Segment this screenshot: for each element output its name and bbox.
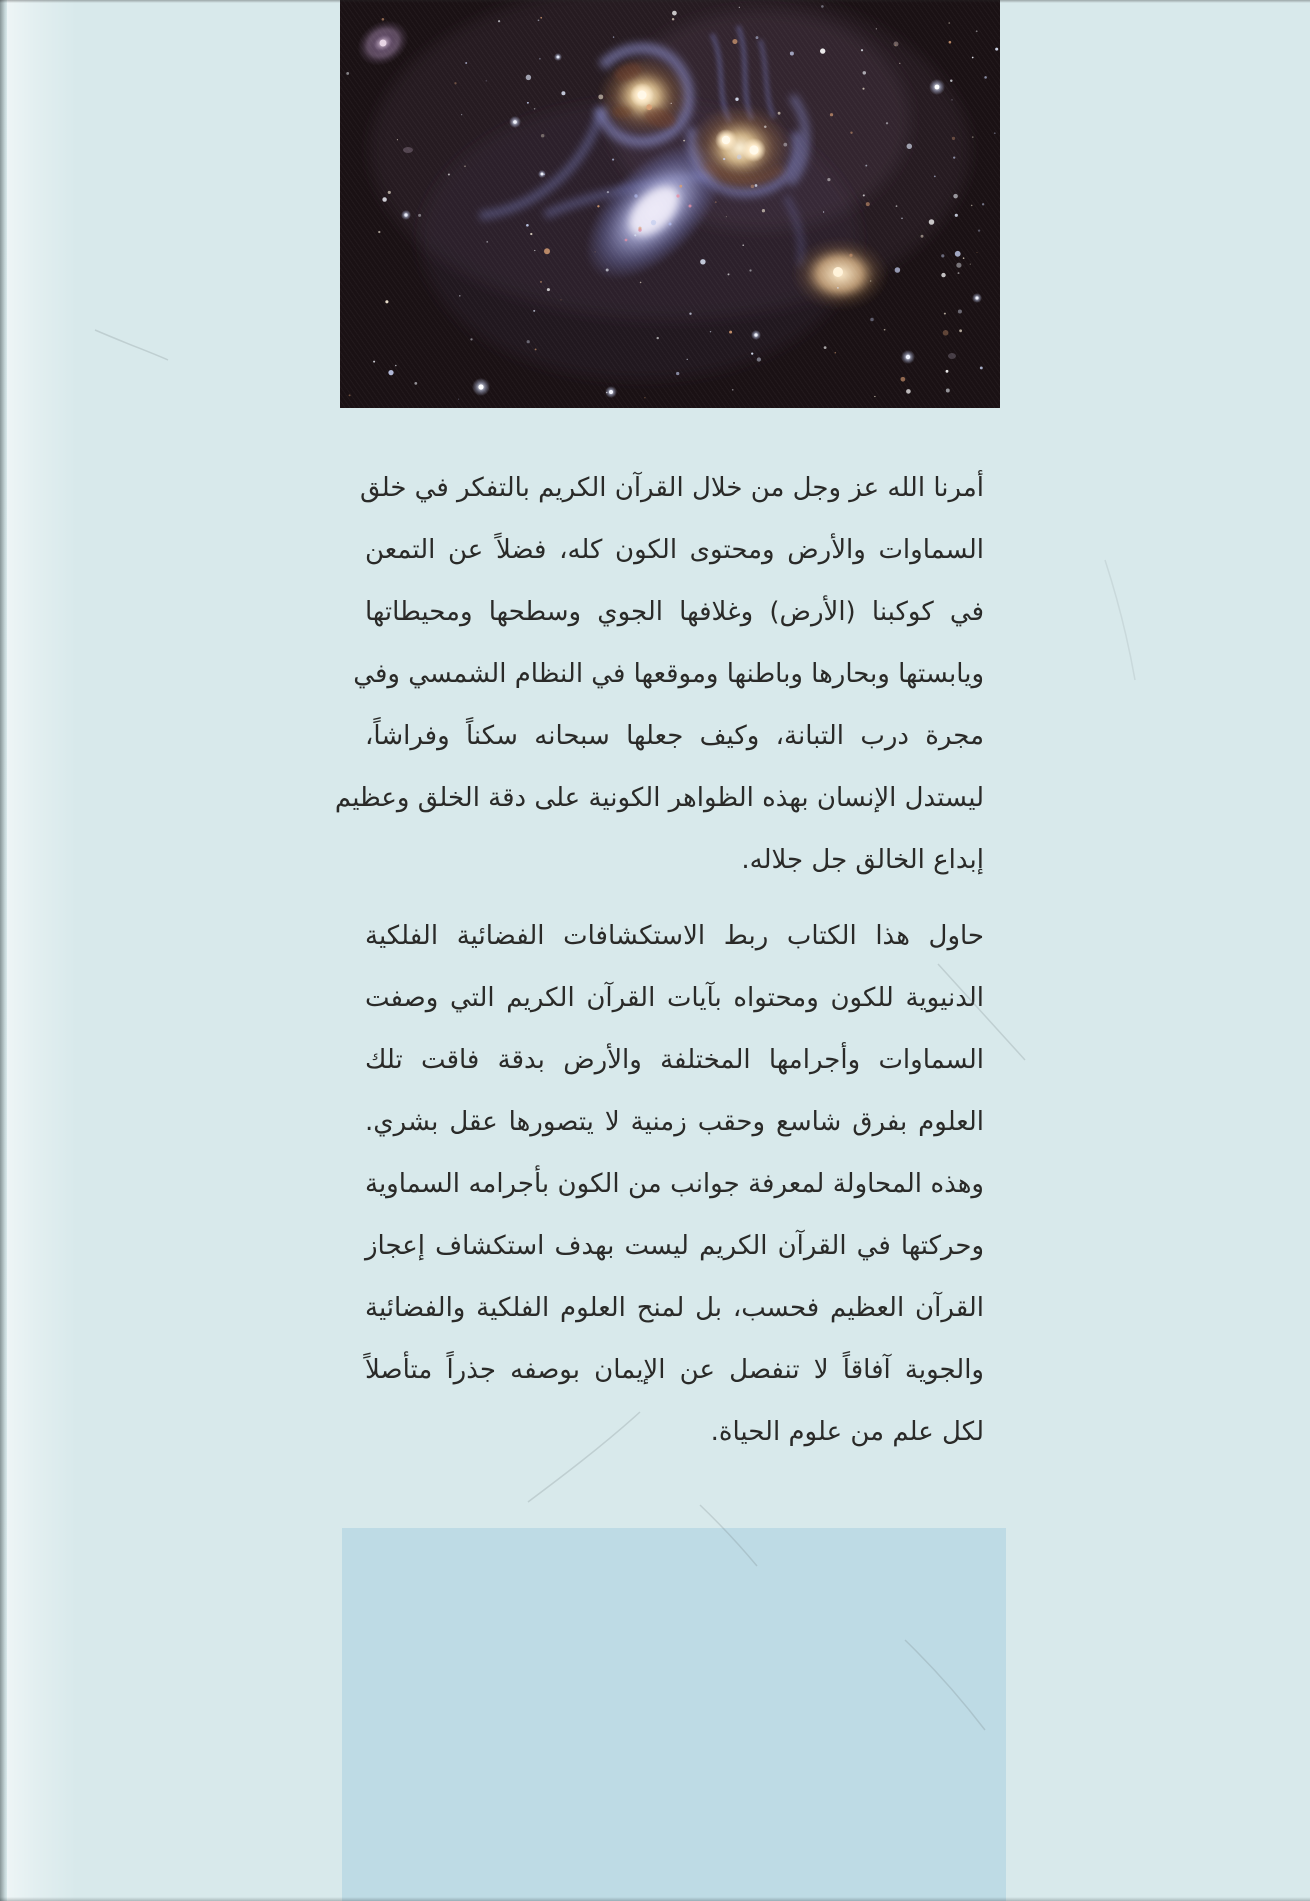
- text-line: والجوية آفاقاً لا تنفصل عن الإيمان بوصفه جذراً متأصلاً: [365, 1355, 984, 1385]
- text-line: الدنيوية للكون ومحتواه بآيات القرآن الكريم التي وصفت: [365, 983, 984, 1013]
- paragraph-2: [365, 905, 984, 1463]
- text-line: وهذه المحاولة لمعرفة جوانب من الكون بأجرامه السماوية: [365, 1169, 984, 1199]
- paragraph-1: [334, 457, 984, 891]
- spine-highlight: [7, 0, 77, 1901]
- page-edge-left: [0, 0, 7, 1901]
- text-line: السماوات وأجرامها المختلفة والأرض بدقة فاقت تلك: [365, 1045, 984, 1075]
- page-edge-bottom: [0, 1897, 1310, 1901]
- text-line: ويابستها وبحارها وباطنها وموقعها في النظام الشمسي وفي: [353, 659, 984, 689]
- text-line: وحركتها في القرآن الكريم ليست بهدف استكشاف إعجاز: [365, 1231, 984, 1261]
- text-line: القرآن العظيم فحسب، بل لمنح العلوم الفلكية والفضائية: [365, 1293, 984, 1323]
- bottom-panel: [342, 1528, 1006, 1901]
- text-line: العلوم بفرق شاسع وحقب زمنية لا يتصورها عقل بشري.: [365, 1107, 984, 1137]
- text-line: في كوكبنا (الأرض) وغلافها الجوي وسطحها ومحيطاتها: [365, 597, 984, 627]
- text-line: أمرنا الله عز وجل من خلال القرآن الكريم بالتفكر في خلق: [360, 473, 984, 503]
- text-line: ليستدل الإنسان بهذه الظواهر الكونية على دقة الخلق وعظيم: [334, 783, 984, 813]
- text-line: لكل علم من علوم الحياة.: [710, 1417, 984, 1447]
- page-edge-top: [0, 0, 1310, 3]
- text-line: حاول هذا الكتاب ربط الاستكشافات الفضائية الفلكية: [365, 921, 984, 951]
- text-line: السماوات والأرض ومحتوى الكون كله، فضلاً عن التمعن: [365, 535, 984, 565]
- text-line: إبداع الخالق جل جلاله.: [741, 845, 984, 875]
- text-line: مجرة درب التبانة، وكيف جعلها سبحانه سكناً وفراشاً،: [365, 721, 984, 751]
